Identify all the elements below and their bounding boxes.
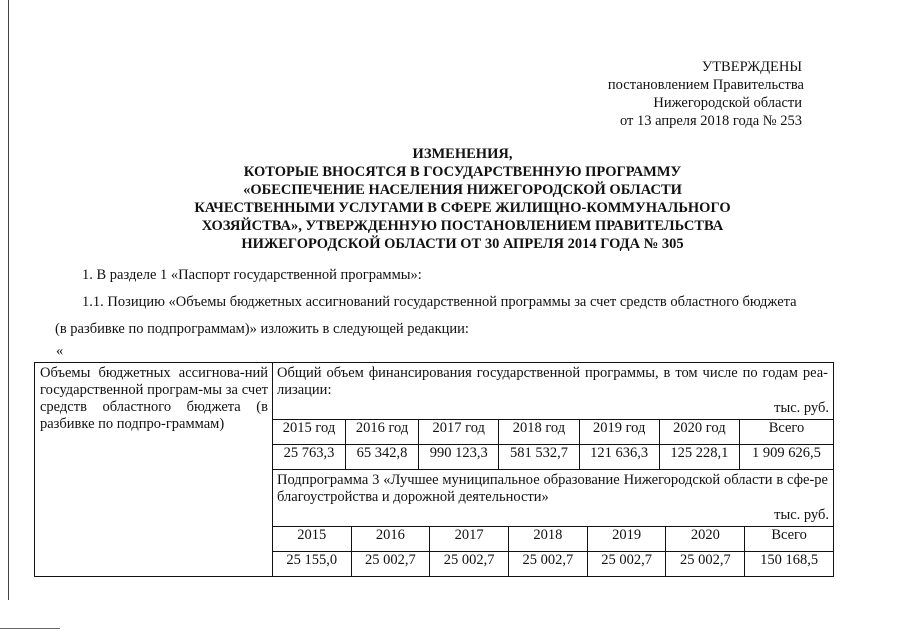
year-header: 2018 bbox=[509, 527, 588, 552]
value-cell: 25 002,7 bbox=[430, 552, 509, 577]
paragraph-item-1-1-continued: (в разбивке по подпрограммам)» изложить в следующей редакции: bbox=[55, 321, 469, 337]
total-header: Всего bbox=[745, 527, 833, 552]
value-cell: 125 228,1 bbox=[659, 445, 739, 470]
scan-edge-line-bottom bbox=[0, 628, 60, 629]
approval-line: постановлением Правительства bbox=[607, 77, 804, 93]
table-header-row bbox=[273, 420, 833, 445]
approval-date: от 13 апреля 2018 года № 253 bbox=[619, 113, 802, 129]
value-cell: 25 002,7 bbox=[587, 552, 666, 577]
table-row-label: Объемы бюджетных ассигнова-ний государственной програм-мы за счет средств областного бюджета (в разбивке по подпро-граммам) bbox=[35, 363, 273, 577]
year-header: 2017 год bbox=[419, 420, 499, 445]
document-title bbox=[100, 145, 825, 253]
title-line: «ОБЕСПЕЧЕНИЕ НАСЕЛЕНИЯ НИЖЕГОРОДСКОЙ ОБЛАСТИ bbox=[243, 182, 682, 198]
approval-line: Нижегородской области bbox=[653, 95, 802, 111]
total-cell: 1 909 626,5 bbox=[739, 445, 833, 470]
value-cell: 25 002,7 bbox=[351, 552, 430, 577]
paragraph-item-1-1: 1.1. Позицию «Объемы бюджетных ассигнований государственной программы за счет средств областного бюджета bbox=[82, 294, 797, 310]
table-header-row bbox=[273, 527, 833, 552]
title-line: ИЗМЕНЕНИЯ, bbox=[412, 146, 513, 162]
year-header: 2020 год bbox=[659, 420, 739, 445]
year-header: 2018 год bbox=[499, 420, 579, 445]
title-line: КОТОРЫЕ ВНОСЯТСЯ В ГОСУДАРСТВЕННУЮ ПРОГРАММУ bbox=[243, 164, 682, 180]
year-header: 2019 bbox=[587, 527, 666, 552]
title-line: ХОЗЯЙСТВА», УТВЕРЖДЕННУЮ ПОСТАНОВЛЕНИЕМ ПРАВИТЕЛЬСТВА bbox=[201, 218, 724, 234]
year-header: 2019 год bbox=[579, 420, 659, 445]
value-cell: 990 123,3 bbox=[419, 445, 499, 470]
budget-table bbox=[34, 362, 834, 577]
unit-label: тыс. руб. bbox=[774, 400, 829, 416]
subprogram-description: Подпрограмма 3 «Лучшее муниципальное образование Нижегородской области в сфе-ре благоустройства и дорожной деятельности» bbox=[277, 472, 828, 505]
total-cell: 150 168,5 bbox=[745, 552, 833, 577]
value-cell: 65 342,8 bbox=[345, 445, 418, 470]
approval-heading: УТВЕРЖДЕНЫ bbox=[701, 59, 802, 75]
year-header: 2016 bbox=[351, 527, 430, 552]
unit-label: тыс. руб. bbox=[774, 507, 829, 523]
table-content-cell bbox=[273, 363, 834, 577]
table-row bbox=[273, 445, 833, 470]
total-header: Всего bbox=[739, 420, 833, 445]
title-line: КАЧЕСТВЕННЫМИ УСЛУГАМИ В СФЕРЕ ЖИЛИЩНО-КОММУНАЛЬНОГО bbox=[194, 200, 731, 216]
approval-stamp bbox=[560, 58, 860, 130]
table-row bbox=[273, 552, 833, 577]
paragraph-section-1: 1. В разделе 1 «Паспорт государственной программы»: bbox=[82, 267, 422, 283]
year-header: 2016 год bbox=[345, 420, 418, 445]
total-financing-table bbox=[273, 419, 833, 470]
value-cell: 25 002,7 bbox=[509, 552, 588, 577]
year-header: 2020 bbox=[666, 527, 745, 552]
opening-quote: « bbox=[56, 343, 64, 359]
value-cell: 25 763,3 bbox=[273, 445, 345, 470]
year-header: 2015 год bbox=[273, 420, 345, 445]
title-line: НИЖЕГОРОДСКОЙ ОБЛАСТИ ОТ 30 АПРЕЛЯ 2014 ГОДА № 305 bbox=[241, 236, 684, 252]
value-cell: 581 532,7 bbox=[499, 445, 579, 470]
year-header: 2015 bbox=[273, 527, 351, 552]
total-financing-description: Общий объем финансирования государственной программы, в том числе по годам реа-лизации: bbox=[277, 365, 828, 398]
value-cell: 121 636,3 bbox=[579, 445, 659, 470]
value-cell: 25 155,0 bbox=[273, 552, 351, 577]
scan-edge-line bbox=[8, 0, 9, 600]
year-header: 2017 bbox=[430, 527, 509, 552]
subprogram-financing-table bbox=[273, 526, 833, 576]
value-cell: 25 002,7 bbox=[666, 552, 745, 577]
